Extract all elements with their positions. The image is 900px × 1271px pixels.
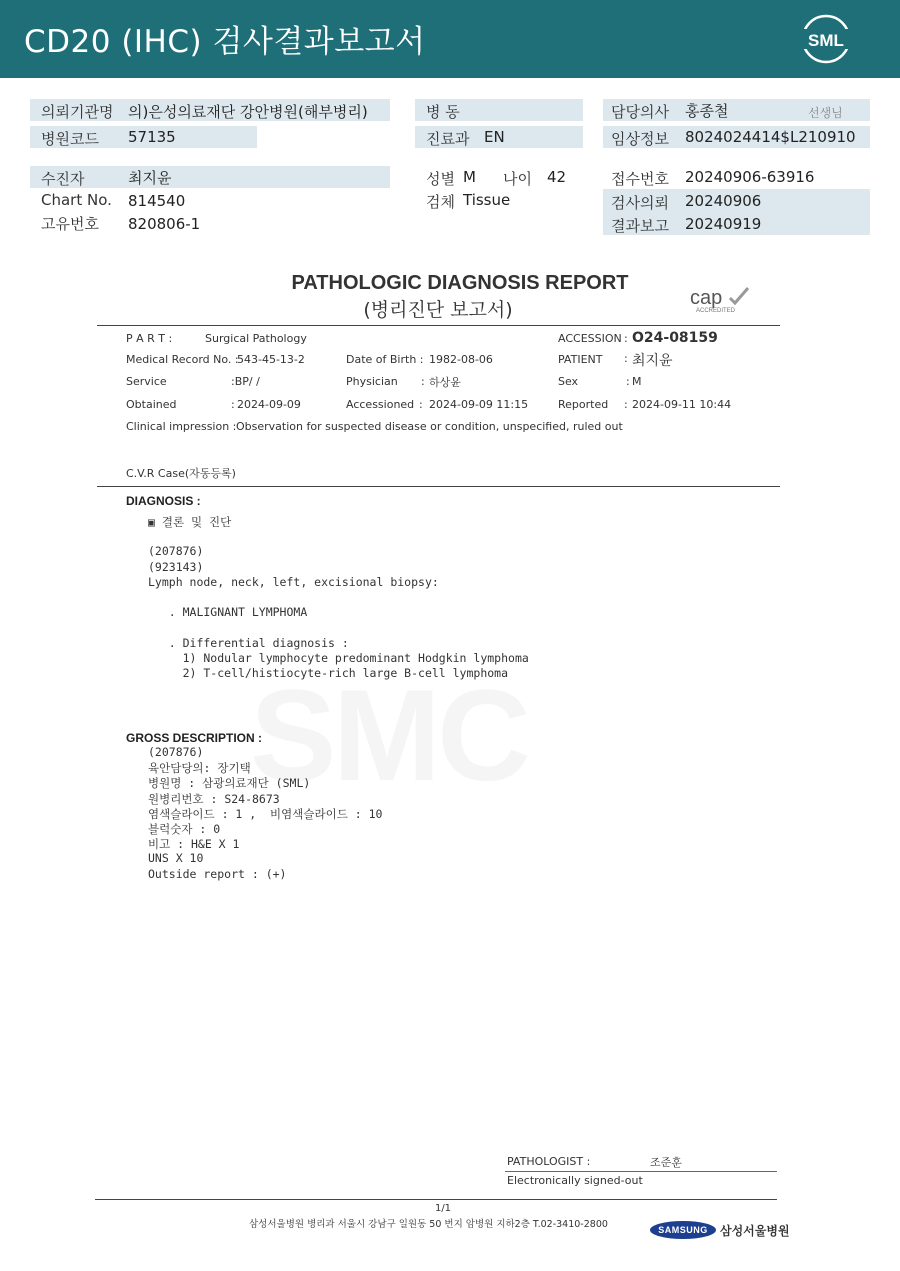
footer-address: 삼성서울병원 병리과 서울시 강남구 일원동 50 번지 암병원 지하2층 T.02-3410-2800 (249, 1219, 608, 1230)
clinical-info-value: 8024024414$L210910 (685, 128, 856, 146)
specimen-label: 검체 (426, 193, 455, 211)
unique-no-label: 고유번호 (41, 215, 99, 233)
cvr-case: C.V.R Case(자동등록) (126, 467, 236, 480)
reported-value: 2024-09-11 10:44 (632, 398, 732, 411)
page-number: 1/1 (434, 1203, 452, 1214)
report-text-line: 염색슬라이드 : 1 , 비염색슬라이드 : 10 (148, 806, 383, 821)
hospital-code-value: 57135 (128, 128, 176, 146)
part-label: P A R T : (126, 332, 173, 345)
receipt-label: 접수번호 (611, 170, 669, 188)
pathologist-label: PATHOLOGIST : (507, 1155, 591, 1168)
hospital-name: 삼성서울병원 (720, 1224, 790, 1238)
clinical-impression-label: Clinical impression : (126, 420, 237, 433)
part-value: Surgical Pathology (205, 332, 307, 345)
report-text-line: . Differential diagnosis : (148, 635, 349, 650)
dept-value: EN (484, 128, 505, 146)
report-sex-label: Sex (558, 375, 579, 388)
service-label: Service (126, 375, 167, 388)
report-text-line: (207876) (148, 544, 204, 559)
service-value: :BP/ / (231, 375, 260, 388)
obtained-label: Obtained (126, 398, 177, 411)
requester-label: 의뢰기관명 (41, 103, 114, 121)
report-header (0, 0, 900, 78)
report-text-line: 블럭숫자 : 0 (148, 822, 221, 836)
report-text-line: Outside report : (+) (148, 866, 287, 881)
dob-label: Date of Birth : (346, 353, 424, 366)
report-text-line: 1) Nodular lymphocyte predominant Hodgkin lymphoma (148, 650, 529, 665)
report-text-line: Lymph node, neck, left, excisional biopsy: (148, 574, 439, 589)
result-report-label: 결과보고 (611, 217, 669, 235)
report-text-line: 병원명 : 삼광의료재단 (SML) (148, 776, 311, 791)
accessioned-value: 2024-09-09 11:15 (429, 398, 529, 411)
report-text-line: 비고 : H&E X 1 (148, 837, 240, 852)
doctor-label: 담당의사 (611, 103, 669, 121)
svg-text:ACCREDITED: ACCREDITED (696, 308, 736, 314)
svg-text:SML: SML (808, 31, 844, 50)
accession-value: O24-08159 (632, 330, 718, 346)
accession-label: ACCESSION (558, 332, 622, 345)
report-title: CD20 (IHC) 검사결과보고서 (24, 24, 426, 60)
doctor-suffix: 선생님 (808, 106, 843, 120)
report-text-line: 2) T-cell/histiocyte-rich large B-cell lymphoma (148, 666, 509, 680)
diagnosis-heading: DIAGNOSIS : (126, 494, 201, 508)
report-text-line: 육안담당의: 장기택 (148, 761, 251, 776)
unique-no-value: 820806-1 (128, 215, 201, 233)
physician-label: Physician (346, 375, 398, 388)
samsung-logo-icon: SAMSUNG (650, 1221, 716, 1239)
specimen-value: Tissue (463, 191, 511, 209)
svg-text:cap: cap (690, 287, 723, 309)
doctor-value: 홍종철 (685, 102, 729, 120)
pathology-report-subtitle: (병리진단 보고서) (363, 299, 513, 321)
reported-label: Reported (558, 398, 609, 411)
age-value: 42 (547, 168, 567, 186)
pathologist-name: 조준훈 (650, 1156, 682, 1169)
result-report-value: 20240919 (685, 215, 762, 233)
hospital-code-label: 병원코드 (41, 130, 99, 148)
report-text-line: . MALIGNANT LYMPHOMA (148, 605, 308, 620)
report-text-line: (207876) (148, 745, 204, 759)
chart-label: Chart No. (41, 191, 112, 209)
report-sex-value: M (632, 375, 642, 388)
chart-value: 814540 (128, 192, 186, 210)
patient-value: 최지윤 (128, 169, 172, 187)
receipt-value: 20240906-63916 (685, 168, 815, 186)
pathology-report-title: PATHOLOGIC DIAGNOSIS REPORT (291, 272, 629, 294)
test-request-label: 검사의뢰 (611, 194, 669, 212)
sml-logo-icon (800, 13, 852, 65)
ward-label: 병 동 (426, 103, 460, 121)
gross-description-heading: GROSS DESCRIPTION : (126, 731, 263, 745)
signed-out: Electronically signed-out (507, 1174, 643, 1187)
mrn-label: Medical Record No. : (126, 353, 239, 366)
physician-value: 하상윤 (429, 376, 461, 389)
requester-value: 의)은성의료재단 강안병원(해부병리) (128, 103, 368, 121)
accessioned-label: Accessioned (346, 398, 415, 411)
patient-label: 수진자 (41, 170, 85, 188)
report-text-line: UNS X 10 (148, 851, 204, 866)
obtained-value: 2024-09-09 (237, 398, 301, 411)
report-patient-label: PATIENT (558, 353, 603, 366)
report-patient-value: 최지윤 (632, 353, 673, 369)
cap-accredited-icon (688, 284, 754, 314)
report-text-line: 원병리번호 : S24-8673 (148, 791, 280, 806)
sex-label: 성별 (426, 170, 455, 188)
dept-label: 진료과 (426, 130, 470, 148)
mrn-value: 543-45-13-2 (237, 353, 305, 366)
clinical-impression-value: Observation for suspected disease or condition, unspecified, ruled out (236, 420, 623, 433)
sex-value: M (463, 168, 476, 186)
report-text-line: ▣ 결론 및 진단 (148, 515, 232, 529)
age-label: 나이 (503, 170, 532, 188)
dob-value: 1982-08-06 (429, 353, 493, 366)
report-text-line: (923143) (148, 559, 204, 574)
test-request-value: 20240906 (685, 192, 762, 210)
clinical-info-label: 임상정보 (611, 130, 669, 148)
